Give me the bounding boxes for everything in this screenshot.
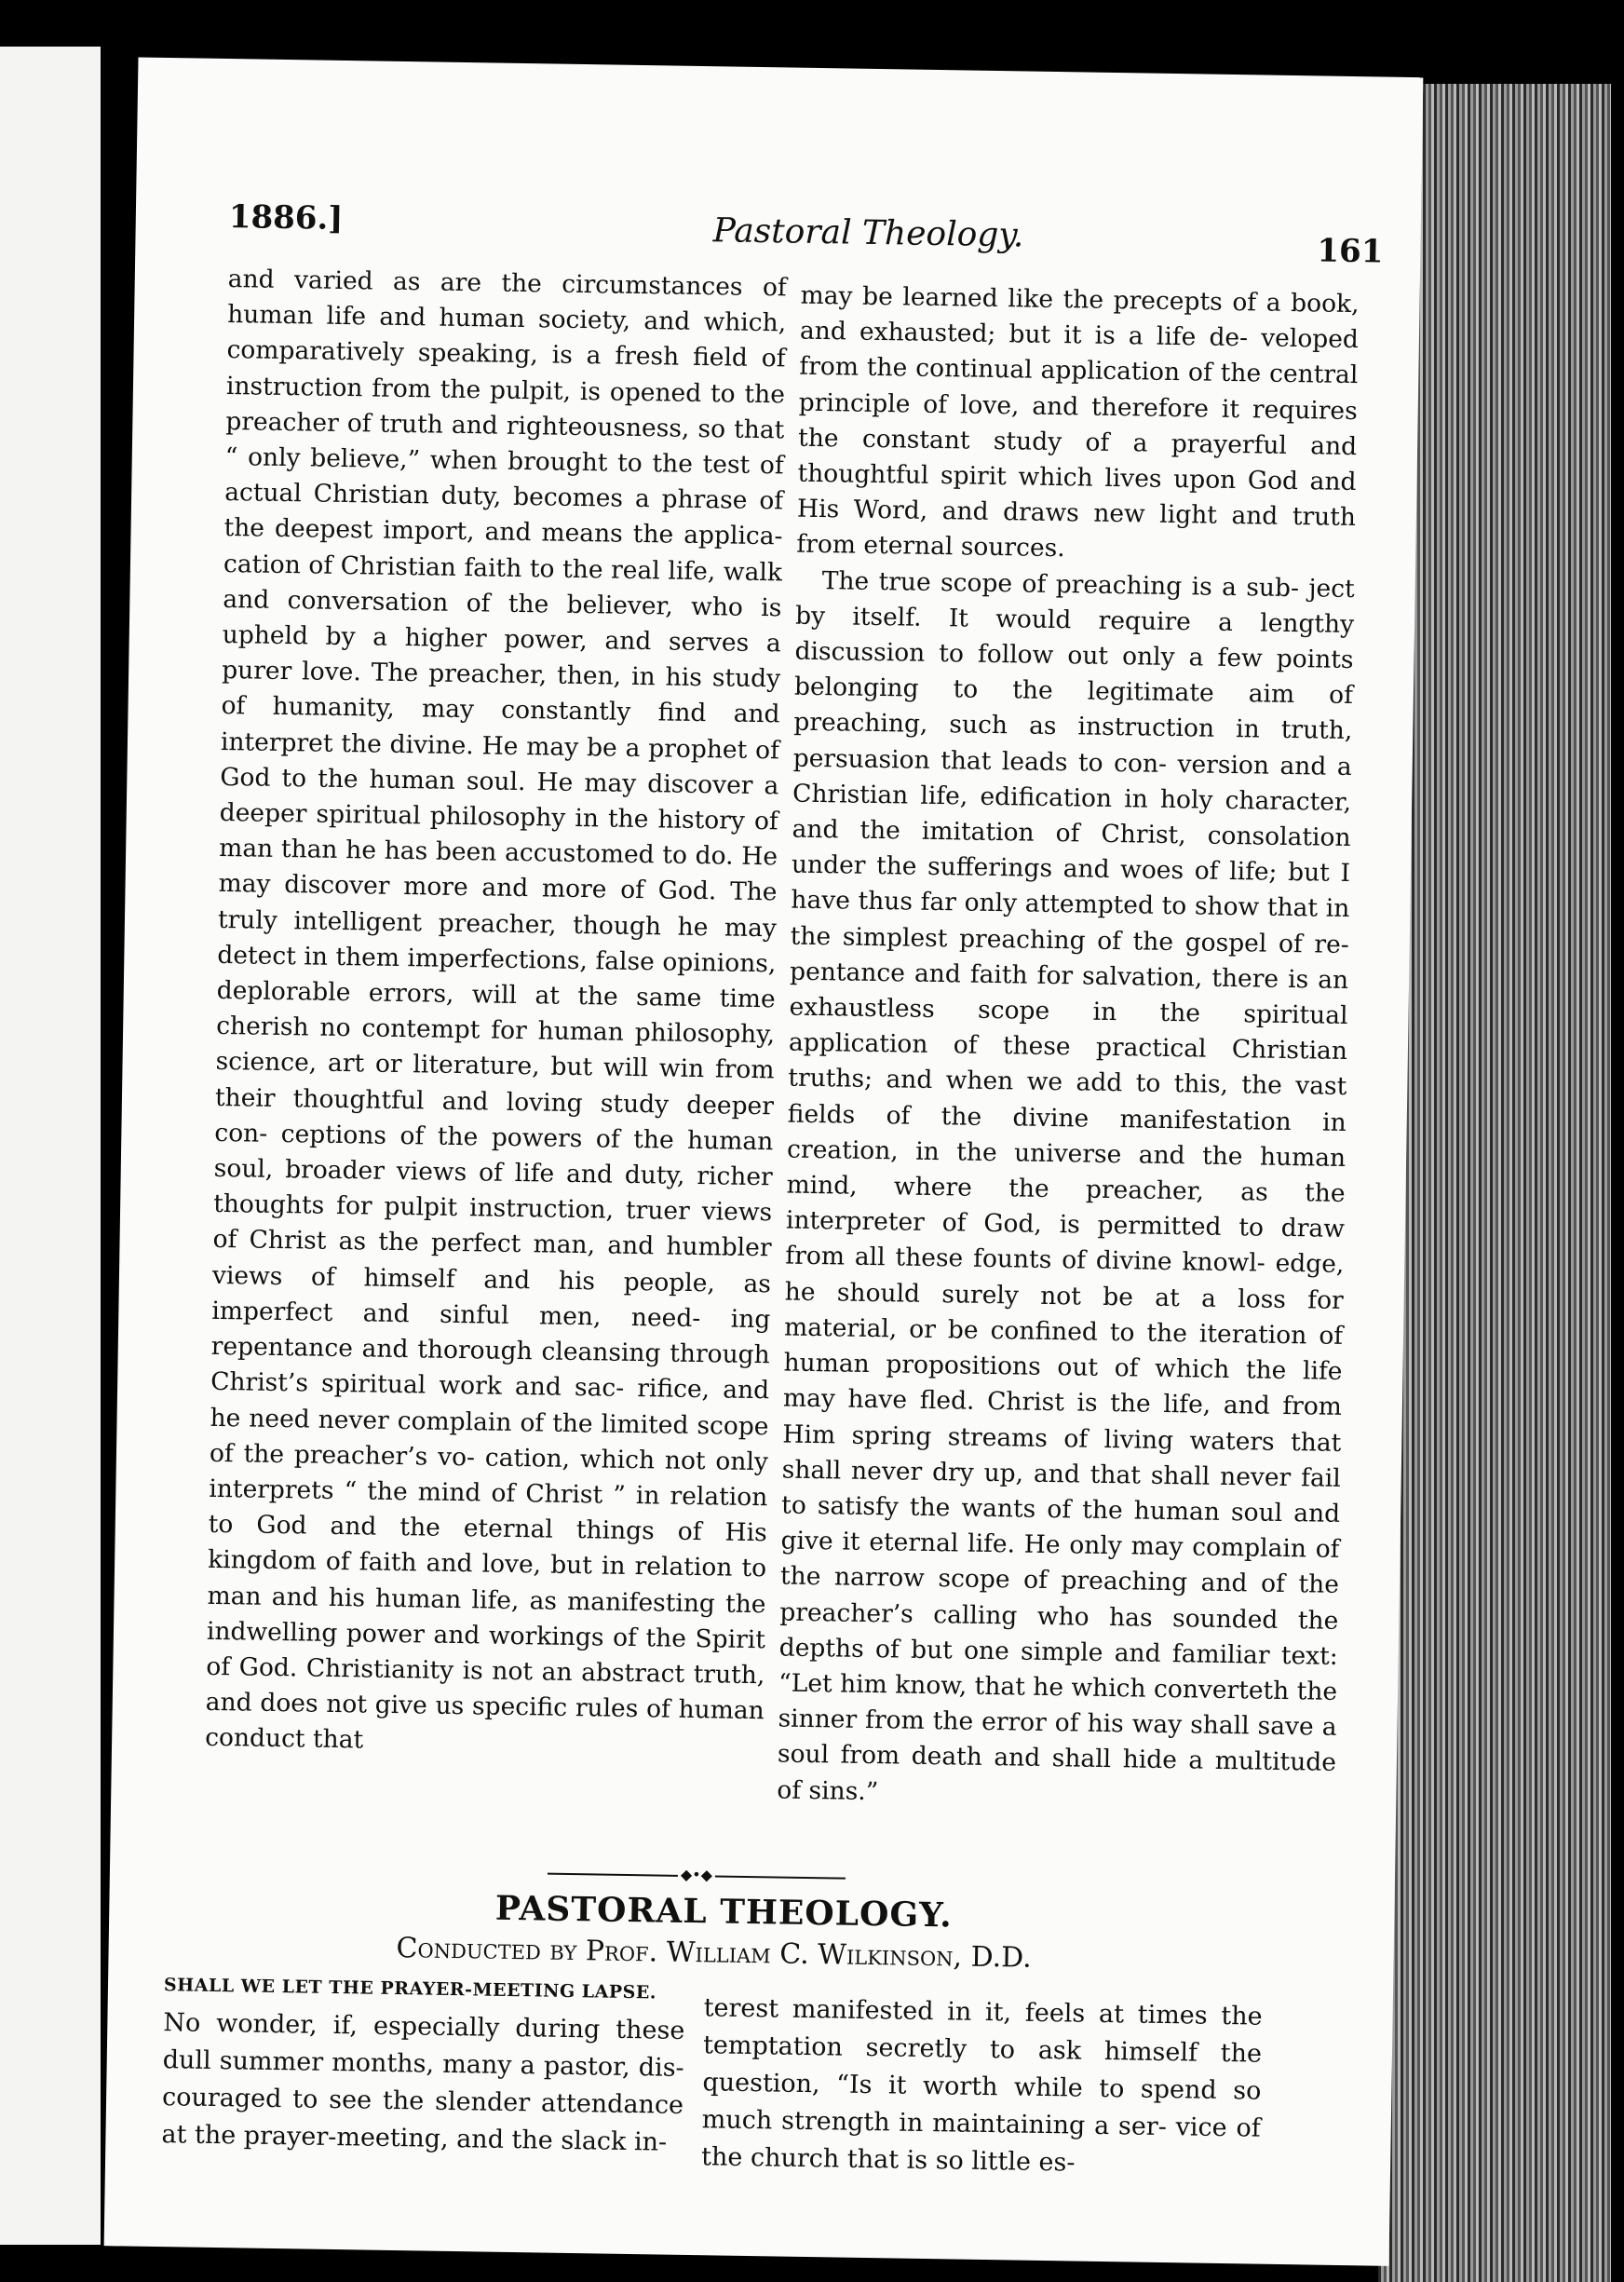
text-line: calling who has sounded the depths of <box>778 1599 1339 1664</box>
running-title: Pastoral Theology. <box>712 211 1024 255</box>
paragraph <box>796 278 1360 572</box>
section-title: PASTORAL THEOLOGY. <box>494 1888 954 1936</box>
text-line: aim of preaching, such as instruction <box>793 679 1354 744</box>
text-line: life may have fled. Christ is the life, <box>782 1356 1343 1420</box>
text-line: pentance and faith for salvation, there <box>789 957 1279 994</box>
text-line: when brought to the test of actual <box>223 445 784 509</box>
text-line: soul, broader views of life and duty, <box>213 1153 685 1190</box>
text-line: in holy character, and the imitation of <box>792 784 1352 849</box>
text-line: shall never fail to satisfy the wants of <box>780 1460 1341 1525</box>
text-line: he may detect in them imperfections, <box>217 912 778 976</box>
text-line: the human soul and give it eternal life. <box>780 1495 1341 1559</box>
text-line: Spirit of God. Christianity is not an <box>206 1623 766 1687</box>
text-line: specific rules of human conduct that <box>204 1691 765 1755</box>
text-line: in creation, in the universe and the <box>786 1107 1347 1172</box>
text-line: in truth, persuasion that leads to con- <box>792 714 1353 779</box>
text-line: the eternal things of His kingdom of <box>207 1513 767 1577</box>
text-line: ceptions of the powers of the human <box>280 1119 774 1157</box>
text-line: for human philosophy, science, art or <box>215 1015 776 1080</box>
text-line: eternal sources. <box>863 531 1065 564</box>
text-line: ing repentance and thorough cleansing <box>210 1304 771 1368</box>
text-line: be a prophet of God to the human soul. <box>220 732 780 796</box>
text-line: in his study of humanity, may constantly <box>221 662 781 727</box>
book-page <box>104 57 1424 2265</box>
text-line: waters that shall never dry up, and that <box>781 1425 1342 1490</box>
text-line: the limited scope of the preacher’s vo- <box>209 1408 769 1473</box>
text-line: of human propositions out of which the <box>783 1321 1344 1386</box>
text-line: philosophy in the history of man than <box>218 801 778 865</box>
text-line: at the prayer-meeting, and the slack in- <box>161 2120 668 2157</box>
text-line: vice of the church that is so little es- <box>700 2112 1261 2178</box>
text-line: righteousness, so that “ only believe,” <box>224 411 785 475</box>
left-column <box>205 262 787 1765</box>
text-line: may be learned like the precepts of a <box>800 280 1281 318</box>
article-subheading: SHALL WE LET THE PRAYER-MEETING LAPSE. <box>163 1975 657 2004</box>
text-line: version and a Christian life, edification <box>792 749 1352 813</box>
text-line: lengthy discussion to follow out only a <box>794 608 1355 672</box>
text-line: terest manifested in it, feels at times the <box>703 1993 1263 2031</box>
text-line: indwelling power and workings of the <box>206 1616 687 1653</box>
running-year: 1886.] <box>228 198 344 238</box>
right-column <box>777 278 1360 1817</box>
text-line: which lives upon God and His Word, <box>796 462 1357 526</box>
article-left-column <box>161 2004 684 2162</box>
text-line: abstract truth, and does not give us <box>205 1658 765 1721</box>
text-line: hide a multitude of sins.” <box>777 1745 1337 1806</box>
text-line: find and interpret the divine. He may <box>220 698 780 762</box>
text-line: of a prayerful and thoughtful spirit <box>797 428 1358 492</box>
text-line: veloped from the continual application <box>799 323 1360 387</box>
text-line: truer views of Christ as the perfect man, <box>212 1196 773 1260</box>
text-line: walk and conversation of the believer, <box>223 557 783 621</box>
text-line: through Christ’s spiritual work and sac- <box>210 1338 770 1404</box>
facing-page-edge <box>0 47 116 2245</box>
text-line: He only may complain of the narrow <box>779 1529 1340 1594</box>
text-line: scope of preaching and of the preacher’s <box>779 1564 1340 1629</box>
text-line: simplest preaching of the gospel of re- <box>842 922 1349 959</box>
text-line: and woes of life; but I have thus far <box>791 854 1351 917</box>
text-line: temptation secretly to ask himself the <box>702 2031 1263 2069</box>
text-line: dull summer months, many a pastor, dis- <box>162 2045 684 2083</box>
text-line: serves a purer love. The preacher, then, <box>221 627 781 691</box>
text-line: truths; and when we add to this, the <box>788 1064 1283 1101</box>
text-line: faith and love, but in relation to man <box>207 1547 767 1611</box>
text-line: only attempted to show that in the <box>790 888 1350 951</box>
text-line: The truly intelligent preacher, though <box>217 877 778 942</box>
text-line: few points belonging to the legitimate <box>793 643 1354 708</box>
text-line: and varied as are the circumstances of <box>227 265 787 303</box>
text-line: the sinner from the error of his way <box>778 1677 1338 1740</box>
paragraph <box>777 563 1355 1816</box>
article-right-column <box>701 1990 1263 2184</box>
text-line: and from Him spring streams of living <box>782 1391 1343 1455</box>
text-line: book, and exhausted; but it is a life de- <box>799 288 1360 353</box>
text-line: therefore it requires the constant study <box>797 392 1358 456</box>
text-line: and draws new light and truth from <box>796 496 1357 561</box>
text-line: literature, but will win from their <box>214 1050 775 1113</box>
text-line: and humbler views of himself and his <box>211 1231 772 1297</box>
text-line: No wonder, if, especially during these <box>163 2008 685 2045</box>
text-line: ject by itself. It would require a <box>794 573 1355 637</box>
text-line: which, comparatively speaking, is a <box>226 307 787 371</box>
text-line: cation, which not only interprets “ the <box>209 1443 769 1507</box>
text-line: vast fields of the divine manifestation <box>787 1071 1347 1136</box>
text-line: mind of Christ ” in relation to God and <box>208 1477 768 1542</box>
text-line: and his human life, as manifesting the <box>271 1582 766 1619</box>
text-line: but one simple and familiar text: “Let <box>778 1635 1338 1699</box>
text-line: human life and human society, and <box>226 300 691 337</box>
text-line: thoughtful and loving study deeper con- <box>214 1083 775 1148</box>
running-header <box>228 198 1384 272</box>
text-line: edge, he should surely not be at a loss for <box>784 1249 1345 1315</box>
text-line: The true scope of preaching is a sub- <box>821 565 1300 603</box>
text-line: rifice, and he need never complain of <box>210 1374 770 1437</box>
text-line: human mind, where the preacher, as the <box>786 1142 1347 1209</box>
text-line: who is upheld by a higher power, and <box>222 591 782 657</box>
text-line: application of these practical Christian <box>788 1027 1348 1066</box>
text-line: material, or be confined to the iteration <box>783 1312 1307 1351</box>
text-line: is opened to the preacher of truth and <box>225 376 786 441</box>
text-line: people, as imperfect and sinful men, need- <box>211 1267 772 1334</box>
text-line: Christian duty, becomes a phrase of the <box>223 479 784 544</box>
text-line: shall save a soul from death and shall <box>777 1710 1337 1774</box>
text-line: couraged to see the slender attendance <box>161 2083 684 2120</box>
text-line: false opinions, deplorable errors, will <box>216 946 777 1011</box>
text-line: fresh field of instruction from the pulpit, <box>225 341 786 406</box>
text-line: so much strength in maintaining a ser- <box>701 2076 1262 2142</box>
text-line: him know, that he which converteth <box>839 1669 1290 1706</box>
section-divider: ◆•◆ <box>548 1871 846 1881</box>
text-line: interpreter of God, is permitted to draw <box>785 1205 1346 1244</box>
text-line: richer thoughts for pulpit instruction, <box>212 1161 773 1225</box>
text-line: at the same time cherish no contempt <box>215 981 776 1045</box>
text-line: cation of Christian faith to the real life, <box>223 549 716 586</box>
text-line: may discover more and more of God. <box>218 869 717 906</box>
section-conductor: Conducted by Prof. William C. Wilkinson, D.D. <box>396 1932 1032 1975</box>
text-line: Christ, consolation under the sufferings <box>791 819 1351 884</box>
text-line: deepest import, and means the applica- <box>274 514 783 551</box>
text-line: He may discover a deeper spiritual <box>219 767 779 831</box>
text-line: of the central principle of love, and <box>798 358 1359 421</box>
text-line: is an exhaustless scope in the spiritual <box>789 964 1349 1031</box>
text-line: from all these founts of divine knowl- <box>785 1242 1265 1279</box>
text-line: question, “Is it worth while to spend <box>702 2068 1217 2105</box>
text-line: he has been accustomed to do. He <box>345 835 778 872</box>
page-number: 161 <box>1317 232 1384 271</box>
